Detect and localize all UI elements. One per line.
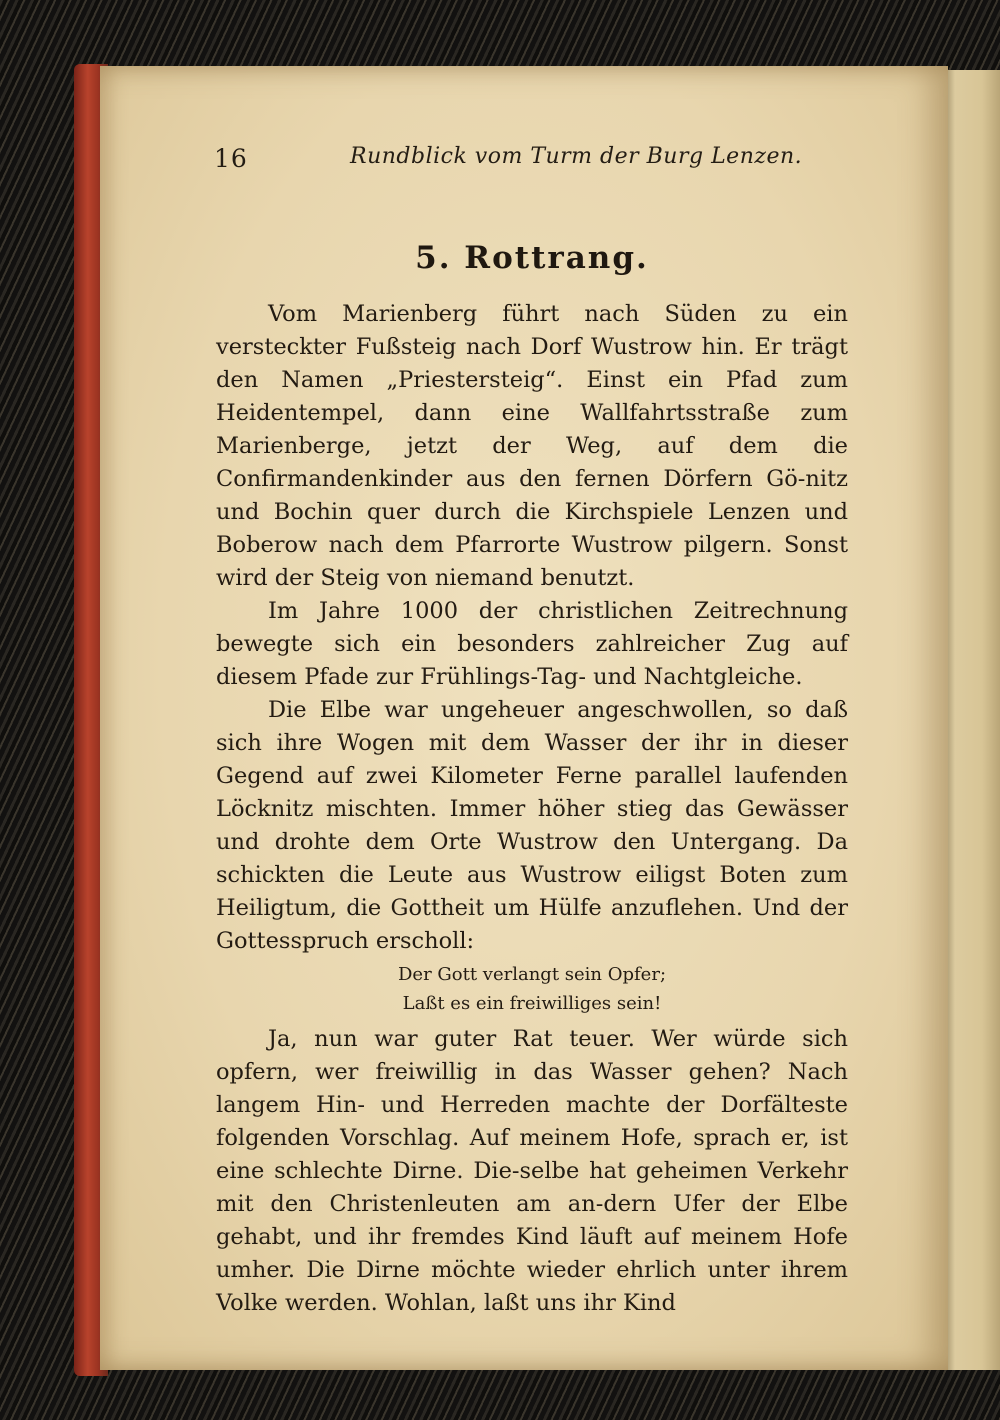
- verse-line: Laßt es ein freiwilliges sein!: [402, 993, 662, 1014]
- paragraph: Die Elbe war ungeheuer angeschwollen, so daß sich ihre Wogen mit dem Wasser der ihr in dieser Gegend auf zwei Kilometer Ferne parallel laufenden Löcknitz mischten. Immer höher stieg das Gewässer und drohte dem Orte Wustrow den Untergang. Da schickten die Leute aus Wustrow eiligst Boten zum Heiligtum, die Gottheit um Hülfe anzuflehen. Und der Gottesspruch erscholl:: [216, 697, 848, 954]
- verse-line: Der Gott verlangt sein Opfer;: [397, 964, 667, 985]
- paragraph: Vom Marienberg führt nach Süden zu ein versteckter Fußsteig nach Dorf Wustrow hin. Er trägt den Namen „Priestersteig“. Einst ein Pfad zum Heidentempel, dann eine Wallfahrtsstraße zum Marienberge, jetzt der Weg, auf dem die Confirmandenkinder aus den fernen Dörfern Gö-nitz und Bochin quer durch die Kirchspiele Lenzen und Boberow nach dem Pfarrorte Wustrow pilgern. Sonst wird der Steig von niemand benutzt.: [216, 301, 848, 591]
- paragraph: Ja, nun war guter Rat teuer. Wer würde sich opfern, wer freiwillig in das Wasser gehen? Nach langem Hin- und Herreden machte der Dorfälteste folgenden Vorschlag. Auf meinem Hofe, sprach er, ist eine schlechte Dirne. Die-selbe hat geheimen Verkehr mit den Christenleuten am an-dern Ufer der Elbe gehabt, und ihr fremdes Kind läuft auf meinem Hofe umher. Die Dirne möchte wieder ehrlich unter ihrem Volke werden. Wohlan, laßt uns ihr Kind: [216, 1026, 848, 1316]
- verse-block: [216, 960, 848, 1018]
- running-title: Rundblick vom Turm der Burg Lenzen.: [350, 144, 803, 169]
- page-header: [214, 142, 854, 182]
- page-number: 16: [214, 144, 248, 173]
- paragraph: Im Jahre 1000 der christlichen Zeitrechnung bewegte sich ein besonders zahlreicher Zug auf diesem Pfade zur Frühlings-Tag- und Nachtgleiche.: [216, 598, 848, 690]
- chapter-title: 5. Rottrang.: [415, 240, 649, 276]
- body-text: [216, 298, 848, 1320]
